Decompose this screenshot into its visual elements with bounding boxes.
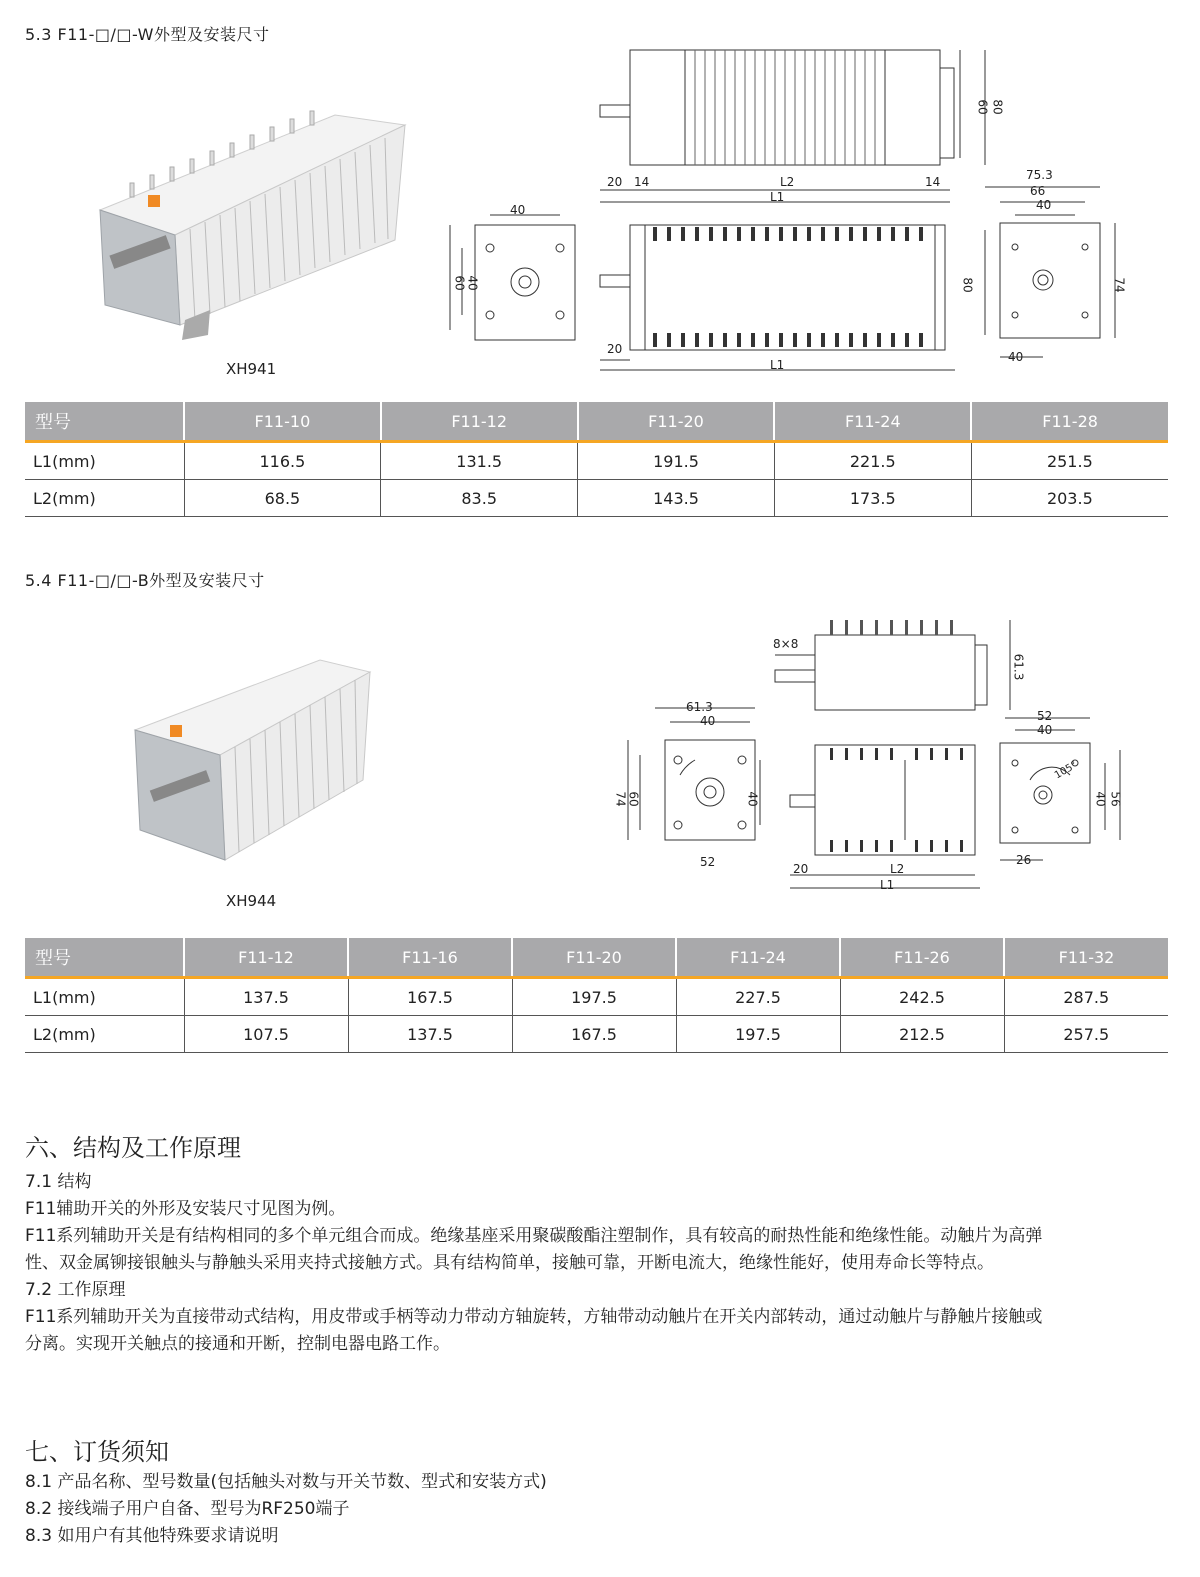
table-header: F11-28 xyxy=(971,402,1168,442)
dim-left-60: 60 xyxy=(626,791,641,807)
table-cell: 116.5 xyxy=(184,442,381,480)
dim-right-80: 80 xyxy=(960,277,975,293)
table-cell: 251.5 xyxy=(971,442,1168,480)
table-cell: 203.5 xyxy=(971,480,1168,517)
dim-front-20: 20 xyxy=(793,862,809,876)
dim-top-L2: L2 xyxy=(780,175,795,189)
table-header: F11-24 xyxy=(774,402,971,442)
table-row xyxy=(25,1016,1168,1053)
table-header: F11-20 xyxy=(578,402,775,442)
subsection-7-2: 7.2 工作原理 xyxy=(25,1280,126,1300)
paragraph-2-line-2: 性、双金属铆接银触头与静触头采用夹持式接触方式。具有结构简单，接触可靠，开断电流大，绝缘性能好，使用寿命长等特点。 xyxy=(25,1253,994,1273)
drawing-end-view-left-b xyxy=(610,700,780,860)
table-cell: 197.5 xyxy=(512,978,676,1016)
row-label: L1(mm) xyxy=(25,978,184,1016)
dim-right-52: 52 xyxy=(1037,709,1053,723)
table-cell: 197.5 xyxy=(676,1016,840,1053)
table-header-model: 型号 xyxy=(25,938,184,978)
dim-left-52: 52 xyxy=(700,855,716,869)
dim-top-80: 80 xyxy=(990,99,1005,115)
section-6-heading: 六、结构及工作原理 xyxy=(25,1134,241,1162)
order-item-8-1: 8.1 产品名称、型号数量(包括触头对数与开关节数、型式和安装方式) xyxy=(25,1472,547,1492)
table-header: F11-10 xyxy=(184,402,381,442)
row-label: L2(mm) xyxy=(25,1016,184,1053)
table-header: F11-20 xyxy=(512,938,676,978)
table-row xyxy=(25,442,1168,480)
dim-right-40: 40 xyxy=(1036,198,1052,212)
spec-table-5-4 xyxy=(25,938,1168,1053)
section-7-heading: 七、订货须知 xyxy=(25,1438,169,1466)
dim-left-61-3: 61.3 xyxy=(686,700,713,714)
table-row xyxy=(25,480,1168,517)
dim-front-L2: L2 xyxy=(890,862,905,876)
dim-right-40: 40 xyxy=(1037,723,1053,737)
product-photo-xh941 xyxy=(90,95,410,345)
order-item-8-2: 8.2 接线端子用户自备、型号为RF250端子 xyxy=(25,1499,350,1519)
order-item-8-3: 8.3 如用户有其他特殊要求请说明 xyxy=(25,1526,279,1546)
dim-right-75-3: 75.3 xyxy=(1026,168,1053,182)
table-header: F11-12 xyxy=(381,402,578,442)
dim-top-14a: 14 xyxy=(634,175,650,189)
dim-front-L1: L1 xyxy=(770,358,785,372)
photo-caption-xh944: XH944 xyxy=(226,892,277,910)
table-cell: 83.5 xyxy=(381,480,578,517)
drawing-end-view-right-w xyxy=(975,185,1135,360)
dim-right-56: 56 xyxy=(1108,791,1123,807)
table-header: F11-24 xyxy=(676,938,840,978)
table-cell: 107.5 xyxy=(184,1016,348,1053)
dim-top-60: 60 xyxy=(975,99,990,115)
dim-right-40b: 40 xyxy=(1008,350,1024,364)
table-cell: 257.5 xyxy=(1004,1016,1168,1053)
table-header: F11-26 xyxy=(840,938,1004,978)
dim-front-L1: L1 xyxy=(880,878,895,892)
table-cell: 131.5 xyxy=(381,442,578,480)
dim-right-74: 74 xyxy=(1112,277,1127,293)
table-header: F11-32 xyxy=(1004,938,1168,978)
table-header: F11-12 xyxy=(184,938,348,978)
table-cell: 143.5 xyxy=(578,480,775,517)
table-cell: 173.5 xyxy=(774,480,971,517)
table-header: F11-16 xyxy=(348,938,512,978)
dim-left-60: 60 xyxy=(452,275,467,291)
subsection-7-1: 7.1 结构 xyxy=(25,1172,92,1192)
table-cell: 227.5 xyxy=(676,978,840,1016)
table-row xyxy=(25,978,1168,1016)
table-cell: 68.5 xyxy=(184,480,381,517)
row-label: L2(mm) xyxy=(25,480,184,517)
drawing-front-view-b xyxy=(785,740,990,900)
dim-right-26: 26 xyxy=(1016,853,1032,867)
section-5-3-title: 5.3 F11-□/□-W外型及安装尺寸 xyxy=(25,25,270,44)
paragraph-1: F11辅助开关的外形及安装尺寸见图为例。 xyxy=(25,1199,346,1219)
drawing-top-view-b xyxy=(770,615,1030,720)
dim-left-74: 74 xyxy=(613,791,628,807)
table-cell: 167.5 xyxy=(348,978,512,1016)
dim-right-66: 66 xyxy=(1030,184,1046,198)
product-photo-xh944 xyxy=(125,650,375,865)
row-label: L1(mm) xyxy=(25,442,184,480)
table-cell: 212.5 xyxy=(840,1016,1004,1053)
dim-top-L1: L1 xyxy=(770,190,785,204)
dim-left-40: 40 xyxy=(700,714,716,728)
drawing-front-view-w xyxy=(595,215,965,375)
dim-front-20: 20 xyxy=(607,342,623,356)
photo-caption-xh941: XH941 xyxy=(226,360,277,378)
dim-left-40: 40 xyxy=(510,203,526,217)
table-cell: 287.5 xyxy=(1004,978,1168,1016)
dim-top-14b: 14 xyxy=(925,175,941,189)
table-cell: 242.5 xyxy=(840,978,1004,1016)
section-5-4-title: 5.4 F11-□/□-B外型及安装尺寸 xyxy=(25,571,265,590)
table-cell: 137.5 xyxy=(348,1016,512,1053)
table-cell: 167.5 xyxy=(512,1016,676,1053)
spec-table-5-3 xyxy=(25,402,1168,517)
table-cell: 221.5 xyxy=(774,442,971,480)
paragraph-3-line-1: F11系列辅助开关为直接带动式结构，用皮带或手柄等动力带动方轴旋转，方轴带动动触片在开关内部转动，通过动触片与静触片接触或 xyxy=(25,1307,1043,1327)
dim-top-8x8: 8×8 xyxy=(773,637,799,651)
paragraph-3-line-2: 分离。实现开关触点的接通和开断，控制电器电路工作。 xyxy=(25,1334,450,1354)
table-cell: 137.5 xyxy=(184,978,348,1016)
dim-top-61-3: 61.3 xyxy=(1011,653,1026,681)
dim-top-20: 20 xyxy=(607,175,623,189)
dim-right-40b: 40 xyxy=(1093,791,1108,807)
table-header-model: 型号 xyxy=(25,402,184,442)
paragraph-2-line-1: F11系列辅助开关是有结构相同的多个单元组合而成。绝缘基座采用聚碳酸酯注塑制作，具有较高的耐热性能和绝缘性能。动触片为高弹 xyxy=(25,1226,1043,1246)
drawing-top-view-w xyxy=(590,40,1010,210)
dim-left-40b: 40 xyxy=(465,275,480,291)
dim-right-105-deg: 105° xyxy=(1052,759,1080,782)
dim-left-40b: 40 xyxy=(745,791,760,807)
table-cell: 191.5 xyxy=(578,442,775,480)
